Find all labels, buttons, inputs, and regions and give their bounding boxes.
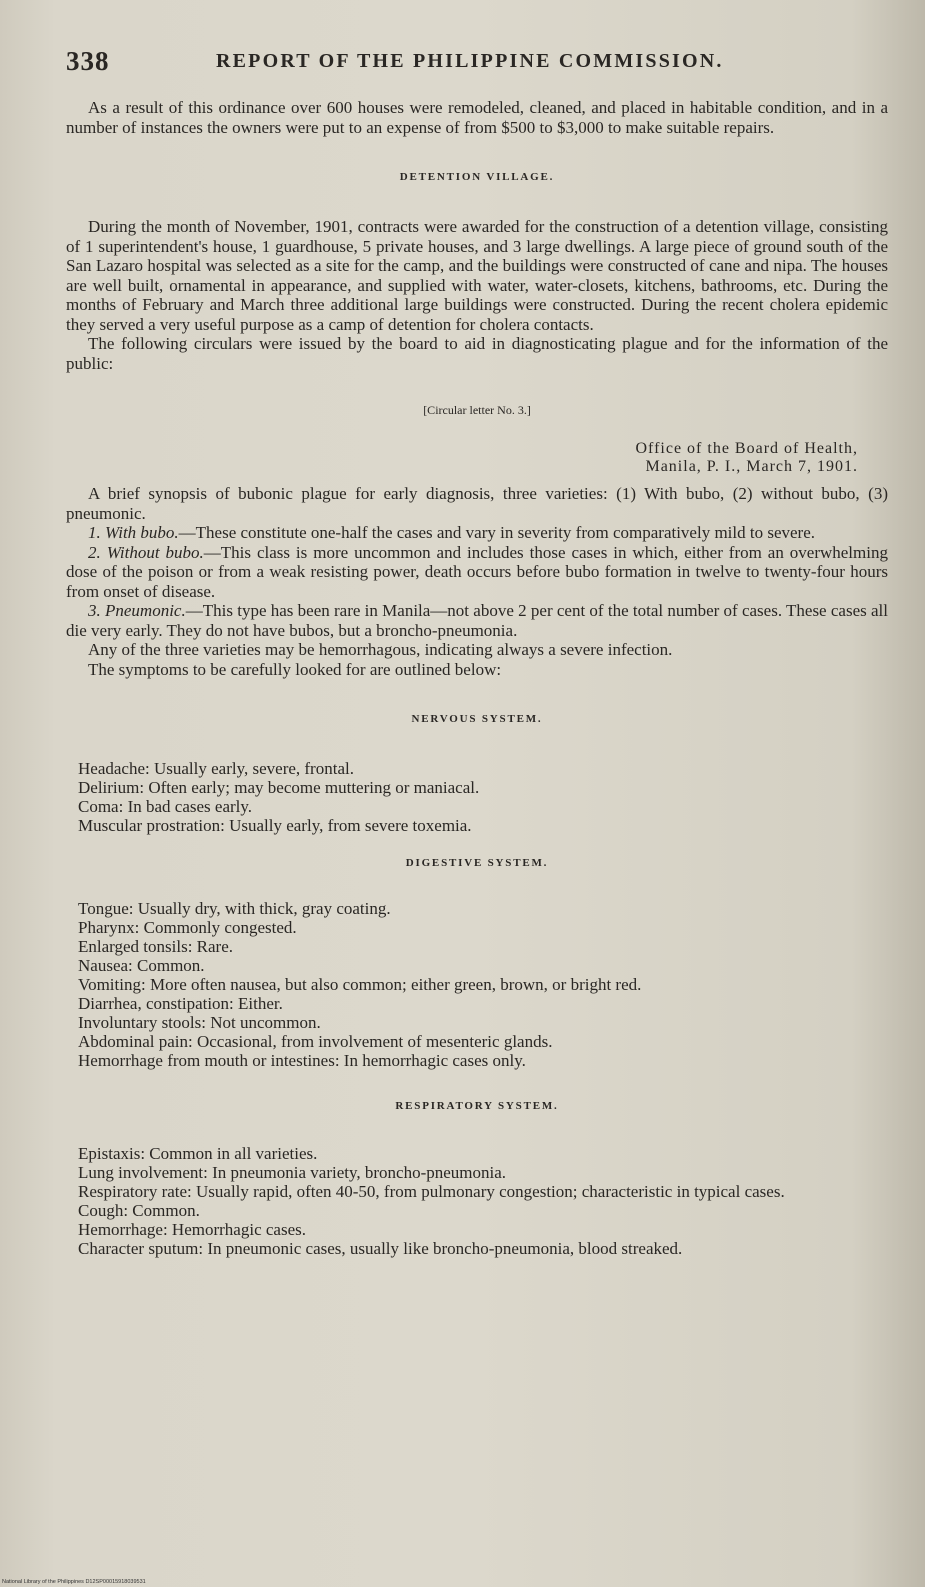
list-item: Coma: In bad cases early. — [78, 797, 253, 816]
list-item: Abdominal pain: Occasional, from involvement of mesenteric glands. — [78, 1032, 553, 1051]
digestive-symptom-list — [78, 899, 888, 1070]
variety-text-1: —These constitute one-half the cases and vary in severity from comparatively mild to severe. — [178, 523, 816, 542]
list-item: Lung involvement: In pneumonia variety, broncho-pneumonia. — [78, 1163, 507, 1182]
list-item: Character sputum: In pneumonic cases, usually like broncho-pneumonia, blood streaked. — [78, 1239, 683, 1258]
page-header — [66, 42, 885, 82]
detention-paragraph: During the month of November, 1901, contracts were awarded for the construction of a detention village, consisting of 1 superintendent's house, 1 guardhouse, 5 private houses, and 3 large dwellings. A large piece of ground south of the San Lazaro hospital was selected as a site for the camp, and the buildings were constructed of cane and nipa. The houses are well built, ornamental in appearance, and supplied with water, water-closets, kitchens, bathrooms, etc. During the months of February and March three additional large buildings were constructed. During the recent cholera epidemic they served a very useful purpose as a camp of detention for cholera contacts. — [66, 217, 888, 334]
synopsis-paragraph: A brief synopsis of bubonic plague for early diagnosis, three varieties: (1) With bubo, (2) without bubo, (3) pneumonic. — [66, 484, 888, 523]
section-heading-respiratory: RESPIRATORY SYSTEM. — [395, 1100, 559, 1112]
list-item: Headache: Usually early, severe, frontal. — [78, 759, 354, 778]
scan-footer: National Library of the Philippines D12SP00015918039531 — [2, 1579, 146, 1585]
circular-label: [Circular letter No. 3.] — [423, 403, 531, 417]
page-content — [66, 98, 888, 1258]
circular-office-block — [66, 440, 888, 476]
variety-text-2: —This class is more uncommon and includes those cases in which, either from an overwhelming dose of the poison or from a weak resisting power, death occurs before bubo formation in twelve to twenty-four hours from onset of disease. — [66, 542, 888, 601]
symptoms-intro: The symptoms to be carefully looked for are outlined below: — [88, 659, 502, 679]
list-item: Diarrhea, constipation: Either. — [78, 994, 283, 1013]
list-item: Nausea: Common. — [78, 956, 205, 975]
list-item: Involuntary stools: Not uncommon. — [78, 1013, 321, 1032]
list-item: Cough: Common. — [78, 1201, 200, 1220]
list-item: Delirium: Often early; may become muttering or maniacal. — [78, 778, 480, 797]
list-item: Tongue: Usually dry, with thick, gray coating. — [78, 899, 391, 918]
list-item: Vomiting: More often nausea, but also common; either green, brown, or bright red. — [78, 975, 642, 994]
list-item: Pharynx: Commonly congested. — [78, 918, 297, 937]
circulars-intro-paragraph: The following circulars were issued by the board to aid in diagnosticating plague and for the information of the public: — [66, 334, 888, 373]
respiratory-symptom-list — [78, 1144, 888, 1258]
hemorrhagous-paragraph: Any of the three varieties may be hemorrhagous, indicating always a severe infection. — [88, 640, 673, 659]
variety-item-3 — [66, 601, 888, 640]
list-item: Hemorrhage from mouth or intestines: In hemorrhagic cases only. — [78, 1051, 526, 1070]
list-item: Epistaxis: Common in all varieties. — [78, 1144, 318, 1163]
variety-label-2: 2. Without bubo. — [88, 542, 204, 562]
variety-label-1: 1. With bubo. — [88, 523, 179, 542]
variety-item-1 — [66, 523, 888, 543]
running-title: REPORT OF THE PHILIPPINE COMMISSION. — [216, 50, 724, 72]
list-item: Hemorrhage: Hemorrhagic cases. — [78, 1220, 306, 1239]
list-item: Enlarged tonsils: Rare. — [78, 937, 234, 956]
variety-text-3: —This type has been rare in Manila—not above 2 per cent of the total number of cases. These cases all die very early. They do not have bubos, but a broncho-pneumonia. — [66, 601, 888, 640]
section-heading-nervous: NERVOUS SYSTEM. — [411, 713, 543, 725]
place-date: Manila, P. I., March 7, 1901. — [645, 458, 858, 475]
variety-item-2 — [66, 543, 888, 602]
intro-paragraph: As a result of this ordinance over 600 houses were remodeled, cleaned, and placed in habitable condition, and in a number of instances the owners were put to an expense of from $500 to $3,000 to make suitable repairs. — [66, 98, 888, 137]
list-item: Respiratory rate: Usually rapid, often 40-50, from pulmonary congestion; characteristic in typical cases. — [78, 1182, 785, 1201]
section-heading-digestive: DIGESTIVE SYSTEM. — [405, 857, 549, 869]
list-item: Muscular prostration: Usually early, from severe toxemia. — [78, 816, 472, 835]
section-heading-detention: DETENTION VILLAGE. — [399, 171, 555, 183]
office-name: Office of the Board of Health, — [635, 440, 858, 457]
variety-label-3: 3. Pneumonic. — [88, 601, 186, 620]
nervous-symptom-list — [78, 759, 888, 835]
page-number: 338 — [66, 46, 110, 76]
